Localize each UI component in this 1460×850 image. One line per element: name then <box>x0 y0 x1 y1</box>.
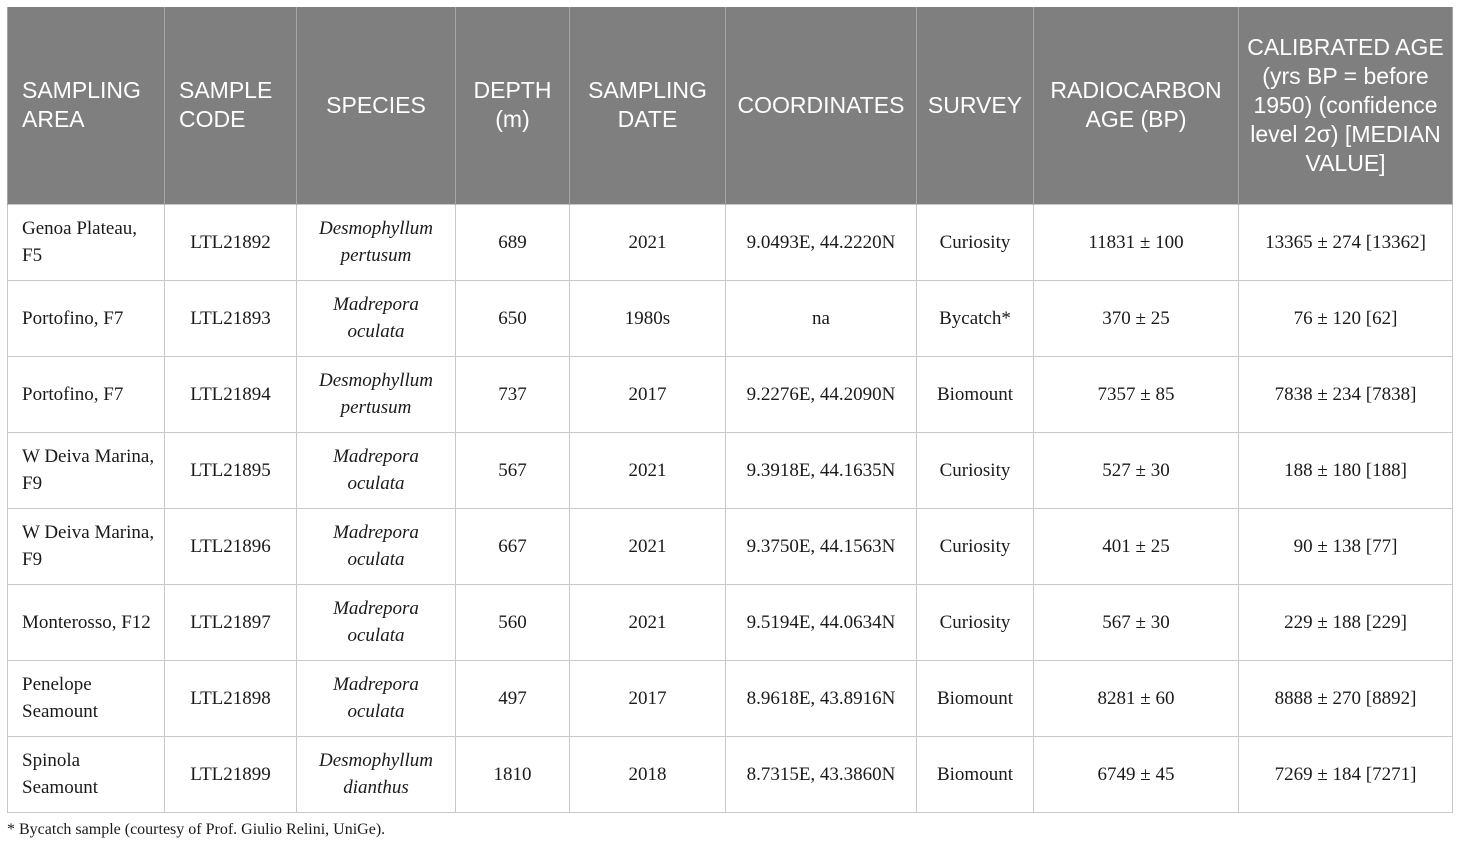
cell-survey: Biomount <box>917 356 1034 432</box>
cell-sampling-area: Portofino, F7 <box>8 280 165 356</box>
cell-calibrated-age: 7269 ± 184 [7271] <box>1239 736 1453 812</box>
cell-depth: 560 <box>456 584 570 660</box>
table-row <box>8 280 1453 356</box>
cell-sample-code: LTL21893 <box>165 280 297 356</box>
cell-coordinates: 9.3750E, 44.1563N <box>726 508 917 584</box>
header-survey: SURVEY <box>917 7 1034 204</box>
cell-survey: Curiosity <box>917 204 1034 280</box>
cell-depth: 650 <box>456 280 570 356</box>
cell-sample-code: LTL21894 <box>165 356 297 432</box>
cell-calibrated-age: 76 ± 120 [62] <box>1239 280 1453 356</box>
cell-coordinates: 9.0493E, 44.2220N <box>726 204 917 280</box>
header-coordinates: COORDINATES <box>726 7 917 204</box>
cell-calibrated-age: 90 ± 138 [77] <box>1239 508 1453 584</box>
cell-sample-code: LTL21899 <box>165 736 297 812</box>
cell-sample-code: LTL21898 <box>165 660 297 736</box>
header-radiocarbon-age: RADIOCARBON AGE (BP) <box>1034 7 1239 204</box>
cell-calibrated-age: 7838 ± 234 [7838] <box>1239 356 1453 432</box>
cell-depth: 1810 <box>456 736 570 812</box>
table-row <box>8 508 1453 584</box>
cell-species: Desmophyllum pertusum <box>297 356 456 432</box>
cell-coordinates: 8.7315E, 43.3860N <box>726 736 917 812</box>
cell-coordinates: na <box>726 280 917 356</box>
cell-radiocarbon-age: 11831 ± 100 <box>1034 204 1239 280</box>
cell-species: Madrepora oculata <box>297 432 456 508</box>
table-row <box>8 432 1453 508</box>
cell-calibrated-age: 229 ± 188 [229] <box>1239 584 1453 660</box>
table-row <box>8 660 1453 736</box>
cell-species: Madrepora oculata <box>297 584 456 660</box>
cell-survey: Curiosity <box>917 508 1034 584</box>
cell-radiocarbon-age: 7357 ± 85 <box>1034 356 1239 432</box>
cell-sampling-area: W Deiva Marina, F9 <box>8 432 165 508</box>
cell-sampling-area: Monterosso, F12 <box>8 584 165 660</box>
cell-coordinates: 8.9618E, 43.8916N <box>726 660 917 736</box>
cell-sampling-date: 1980s <box>570 280 726 356</box>
cell-sampling-date: 2021 <box>570 204 726 280</box>
cell-sampling-area: Spinola Seamount <box>8 736 165 812</box>
cell-sampling-area: Portofino, F7 <box>8 356 165 432</box>
cell-radiocarbon-age: 370 ± 25 <box>1034 280 1239 356</box>
cell-survey: Biomount <box>917 660 1034 736</box>
header-sampling-date: SAMPLING DATE <box>570 7 726 204</box>
cell-radiocarbon-age: 567 ± 30 <box>1034 584 1239 660</box>
cell-survey: Curiosity <box>917 432 1034 508</box>
header-row <box>8 7 1453 204</box>
header-sampling-area: SAMPLING AREA <box>8 7 165 204</box>
data-table-container <box>7 7 1452 813</box>
cell-species: Madrepora oculata <box>297 280 456 356</box>
cell-sample-code: LTL21895 <box>165 432 297 508</box>
header-sample-code: SAMPLE CODE <box>165 7 297 204</box>
cell-sampling-date: 2021 <box>570 508 726 584</box>
table-row <box>8 736 1453 812</box>
cell-coordinates: 9.3918E, 44.1635N <box>726 432 917 508</box>
cell-depth: 737 <box>456 356 570 432</box>
cell-species: Madrepora oculata <box>297 508 456 584</box>
cell-coordinates: 9.5194E, 44.0634N <box>726 584 917 660</box>
table-row <box>8 356 1453 432</box>
cell-species: Madrepora oculata <box>297 660 456 736</box>
cell-sample-code: LTL21892 <box>165 204 297 280</box>
cell-sampling-date: 2017 <box>570 660 726 736</box>
cell-sampling-date: 2017 <box>570 356 726 432</box>
cell-depth: 567 <box>456 432 570 508</box>
cell-species: Desmophyllum dianthus <box>297 736 456 812</box>
cell-depth: 497 <box>456 660 570 736</box>
cell-sampling-date: 2021 <box>570 432 726 508</box>
cell-calibrated-age: 188 ± 180 [188] <box>1239 432 1453 508</box>
cell-radiocarbon-age: 401 ± 25 <box>1034 508 1239 584</box>
cell-calibrated-age: 13365 ± 274 [13362] <box>1239 204 1453 280</box>
cell-sampling-date: 2018 <box>570 736 726 812</box>
cell-depth: 689 <box>456 204 570 280</box>
cell-radiocarbon-age: 527 ± 30 <box>1034 432 1239 508</box>
header-species: SPECIES <box>297 7 456 204</box>
cell-depth: 667 <box>456 508 570 584</box>
cell-survey: Curiosity <box>917 584 1034 660</box>
cell-sample-code: LTL21897 <box>165 584 297 660</box>
table-row <box>8 204 1453 280</box>
cell-sampling-area: W Deiva Marina, F9 <box>8 508 165 584</box>
radiocarbon-table <box>7 7 1453 813</box>
cell-calibrated-age: 8888 ± 270 [8892] <box>1239 660 1453 736</box>
cell-sampling-area: Penelope Seamount <box>8 660 165 736</box>
header-depth: DEPTH (m) <box>456 7 570 204</box>
cell-species: Desmophyllum pertusum <box>297 204 456 280</box>
cell-sample-code: LTL21896 <box>165 508 297 584</box>
header-calibrated-age: CALIBRATED AGE (yrs BP = before 1950) (confidence level 2σ) [MEDIAN VALUE] <box>1239 7 1453 204</box>
cell-radiocarbon-age: 8281 ± 60 <box>1034 660 1239 736</box>
cell-coordinates: 9.2276E, 44.2090N <box>726 356 917 432</box>
cell-survey: Biomount <box>917 736 1034 812</box>
cell-sampling-date: 2021 <box>570 584 726 660</box>
cell-survey: Bycatch* <box>917 280 1034 356</box>
cell-radiocarbon-age: 6749 ± 45 <box>1034 736 1239 812</box>
table-row <box>8 584 1453 660</box>
cell-sampling-area: Genoa Plateau, F5 <box>8 204 165 280</box>
table-footnote: * Bycatch sample (courtesy of Prof. Giulio Relini, UniGe). <box>7 821 386 838</box>
